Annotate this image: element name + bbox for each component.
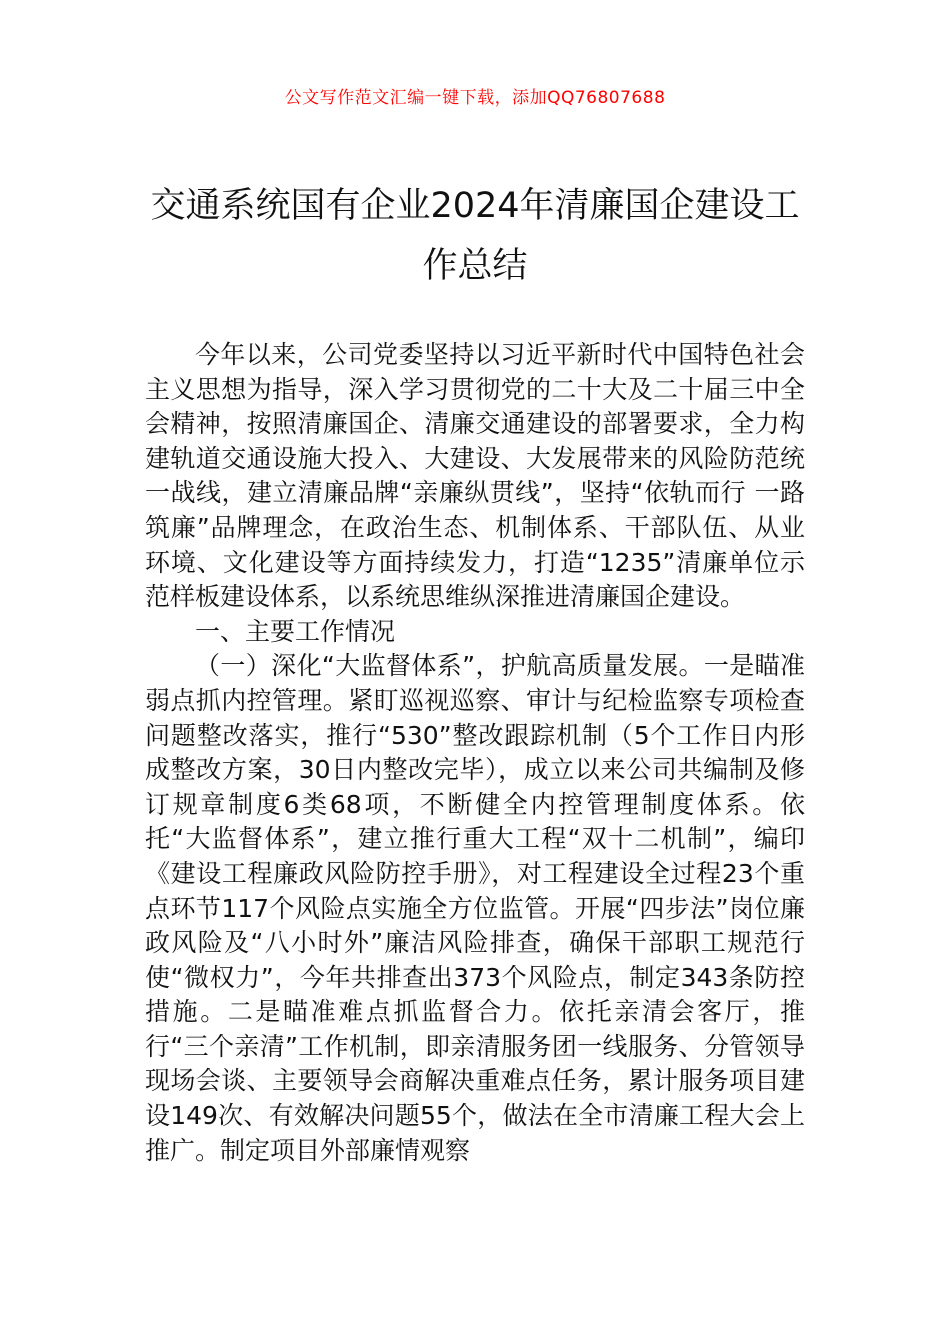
- section-heading: 一、主要工作情况: [195, 616, 396, 646]
- document-body: [145, 338, 805, 1168]
- intro-paragraph: 今年以来，公司党委坚持以习近平新时代中国特色社会主义思想为指导，深入学习贯彻党的二十大及二十届三中全会精神，按照清廉国企、清廉交通建设的部署要求，全力构建轨道交通设施大投入、大建设、大发展带来的风险防范统一战线，建立清廉品牌“亲廉纵贯线”，坚持“依轨而行 一路筑廉”品牌理念，在政治生态、机制体系、干部队伍、从业环境、文化建设等方面持续发力，打造“1235”清廉单位示范样板建设体系，以系统思维纵深推进清廉国企建设。: [145, 340, 805, 612]
- section-paragraph: （一）深化“大监督体系”，护航高质量发展。一是瞄准弱点抓内控管理。紧盯巡视巡察、审计与纪检监察专项检查问题整改落实，推行“530”整改跟踪机制（5个工作日内形成整改方案，30日内整改完毕），成立以来公司共编制及修订规章制度6类68项，不断健全内控管理制度体系。依托“大监督体系”，建立推行重大工程“双十二机制”，编印《建设工程廉政风险防控手册》，对工程建设全过程23个重点环节117个风险点实施全方位监管。开展“四步法”岗位廉政风险及“八小时外”廉洁风险排查，确保干部职工规范行使“微权力”，今年共排查出373个风险点，制定343条防控措施。二是瞄准难点抓监督合力。依托亲清会客厅，推行“三个亲清”工作机制，即亲清服务团一线服务、分管领导现场会谈、主要领导会商解决重难点任务，累计服务项目建设149次、有效解决问题55个，做法在全市清廉工程大会上推广。制定项目外部廉情观察: [145, 651, 805, 1165]
- download-banner[interactable]: 公文写作范文汇编一键下载，添加QQ76807688: [284, 88, 666, 108]
- document-title: 交通系统国有企业2024年清廉国企建设工作总结: [150, 186, 800, 286]
